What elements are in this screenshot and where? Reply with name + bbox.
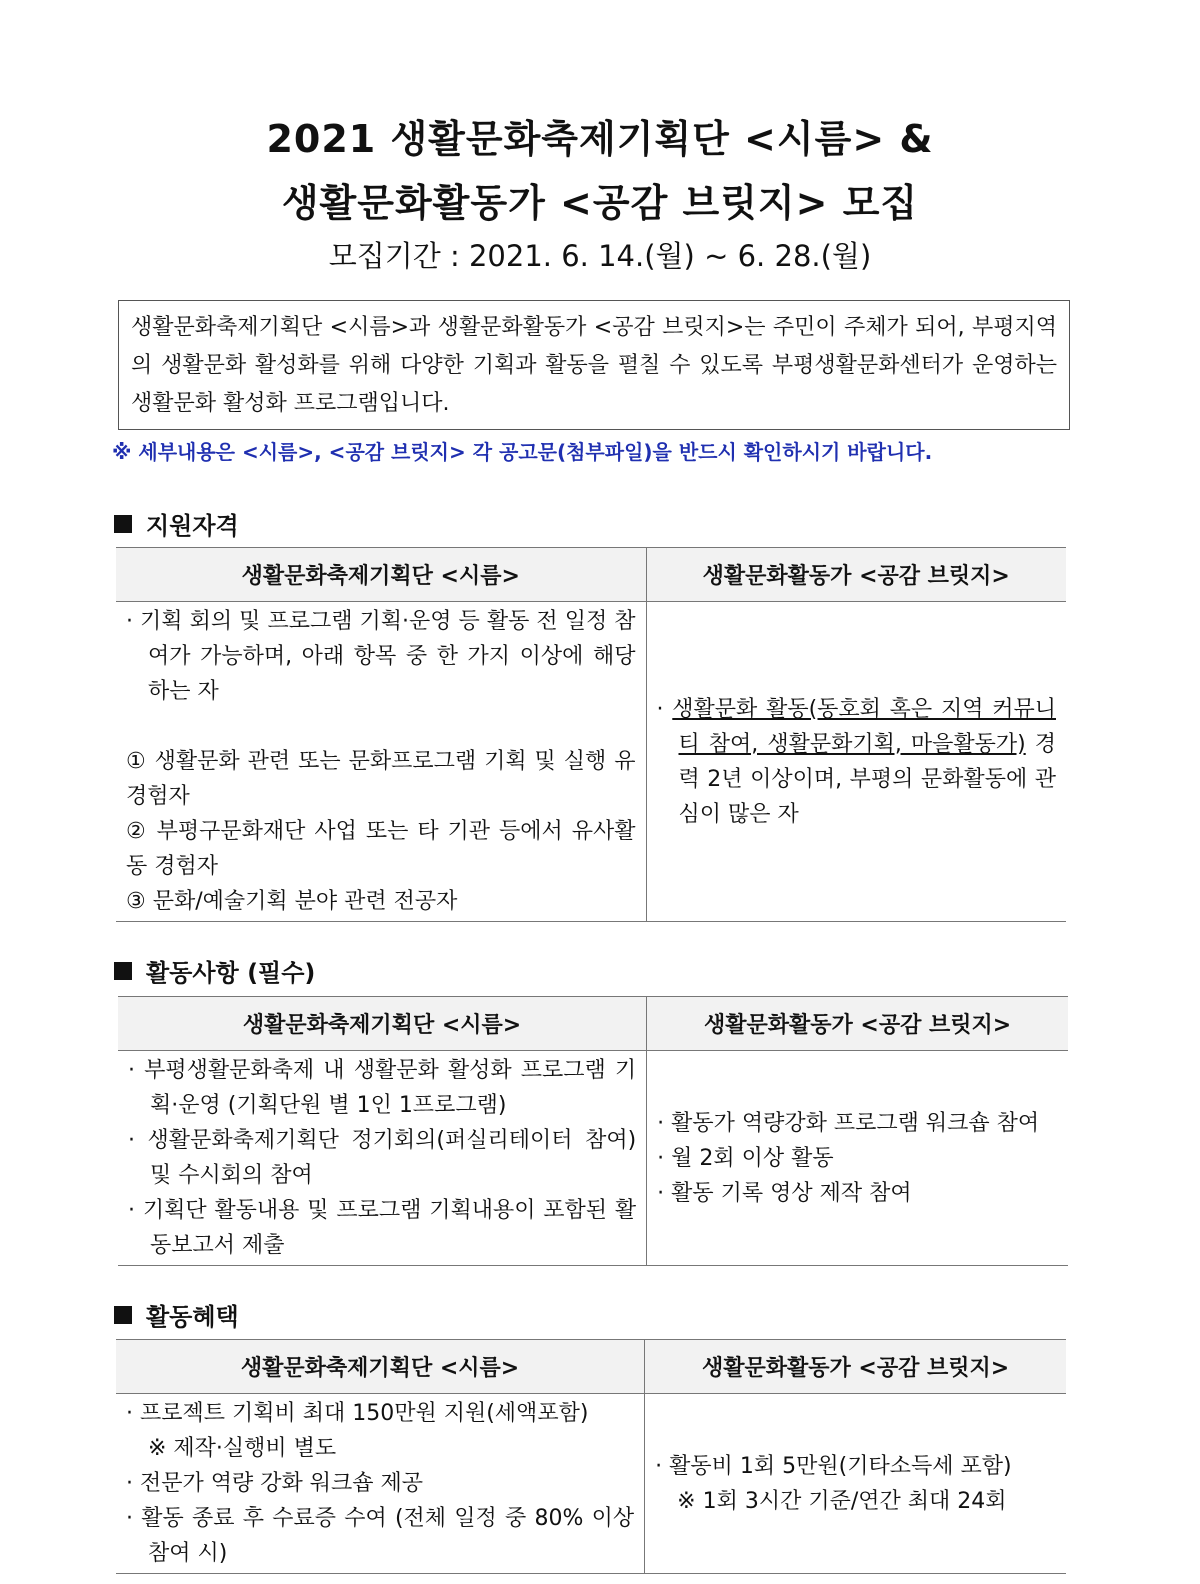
table-row (116, 1394, 1066, 1574)
qualification-table (116, 547, 1066, 922)
qualification-right-cell (646, 602, 1066, 922)
page-title-line2: 생활문화활동가 <공감 브릿지> 모집 (281, 181, 919, 225)
list-item: · 부평생활문화축제 내 생활문화 활성화 프로그램 기획·운영 (기획단원 별 1인 1프로그램) (128, 1058, 637, 1118)
activities-right-cell (647, 1051, 1068, 1266)
benefits-left-cell (116, 1394, 645, 1574)
table-header-row (116, 548, 1066, 602)
section-heading-activities (114, 953, 315, 988)
list-subnote: ※ 1회 3시간 기준/연간 최대 24회 (677, 1488, 1007, 1514)
list-item: · 월 2회 이상 활동 (657, 1145, 834, 1171)
square-bullet-icon (114, 1306, 132, 1324)
bullet: · (656, 696, 673, 722)
underlined-text: 생활문화 활동(동호회 혹은 지역 커뮤니티 참여, 생활문화기획, 마을활동가) (672, 696, 1056, 757)
benefits-table (116, 1339, 1066, 1574)
list-item: · 전문가 역량 강화 워크숍 제공 (126, 1471, 423, 1496)
column-header-left: 생활문화축제기획단 <시름> (116, 548, 646, 602)
square-bullet-icon (114, 515, 132, 533)
column-header-right: 생활문화활동가 <공감 브릿지> (646, 548, 1066, 602)
table-header-row (118, 997, 1068, 1051)
column-header-right: 생활문화활동가 <공감 브릿지> (645, 1340, 1066, 1394)
list-item: · 기획단 활동내용 및 프로그램 기획내용이 포함된 활동보고서 제출 (128, 1198, 637, 1258)
list-item: ① 생활문화 관련 또는 문화프로그램 기획 및 실행 유경험자 (126, 749, 636, 809)
recruitment-period: 모집기간 : 2021. 6. 14.(월) ~ 6. 28.(월) (328, 239, 872, 273)
table-row (118, 1051, 1068, 1266)
table-header-row (116, 1340, 1066, 1394)
section-title: 활동사항 (필수) (146, 959, 316, 987)
notice-text: ※ 세부내용은 <시름>, <공감 브릿지> 각 공고문(첨부파일)을 반드시 확인하시기 바랍니다. (112, 440, 933, 464)
item-text: 경력 2년 이상이며, 부평의 문화활동에 관심이 많은 자 (678, 731, 1057, 827)
activities-table (118, 996, 1068, 1266)
list-item: · 활동가 역량강화 프로그램 워크숍 참여 (657, 1110, 1040, 1136)
qualification-left-cell (116, 602, 646, 922)
list-subnote: ※ 제작·실행비 별도 (148, 1436, 337, 1461)
page-title-line1: 2021 생활문화축제기획단 <시름> & (266, 117, 934, 161)
list-item: · 활동비 1회 5만원(기타소득세 포함) (655, 1453, 1012, 1479)
section-title: 지원자격 (146, 512, 239, 540)
list-item: · 기획 회의 및 프로그램 기획·운영 등 활동 전 일정 참여가 가능하며, 아래 항목 중 한 가지 이상에 해당하는 자 (126, 609, 636, 704)
column-header-left: 생활문화축제기획단 <시름> (118, 997, 647, 1051)
list-item: ③ 문화/예술기획 분야 관련 전공자 (126, 889, 458, 914)
column-header-left: 생활문화축제기획단 <시름> (116, 1340, 645, 1394)
list-item: · 생활문화축제기획단 정기회의(퍼실리테이터 참여) 및 수시회의 참여 (128, 1128, 637, 1188)
list-item: · 활동 종료 후 수료증 수여 (전체 일정 중 80% 이상 참여 시) (126, 1506, 635, 1566)
benefits-right-cell (645, 1394, 1066, 1574)
list-item: · 활동 기록 영상 제작 참여 (657, 1180, 912, 1206)
section-heading-benefits (114, 1297, 239, 1332)
intro-box: 생활문화축제기획단 <시름>과 생활문화활동가 <공감 브릿지>는 주민이 주체가 되어, 부평지역의 생활문화 활성화를 위해 다양한 기획과 활동을 펼칠 수 있도록 부평생활문화센터가 운영하는 생활문화 활성화 프로그램입니다. (118, 300, 1070, 430)
activities-left-cell (118, 1051, 647, 1266)
list-item: · 프로젝트 기획비 최대 150만원 지원(세액포함) (126, 1401, 589, 1426)
list-item (657, 692, 1057, 832)
section-heading-qualification (114, 506, 239, 541)
table-row (116, 602, 1066, 922)
section-title: 활동혜택 (146, 1303, 239, 1331)
list-item: ② 부평구문화재단 사업 또는 타 기관 등에서 유사활동 경험자 (126, 819, 636, 879)
column-header-right: 생활문화활동가 <공감 브릿지> (647, 997, 1068, 1051)
square-bullet-icon (114, 962, 132, 980)
